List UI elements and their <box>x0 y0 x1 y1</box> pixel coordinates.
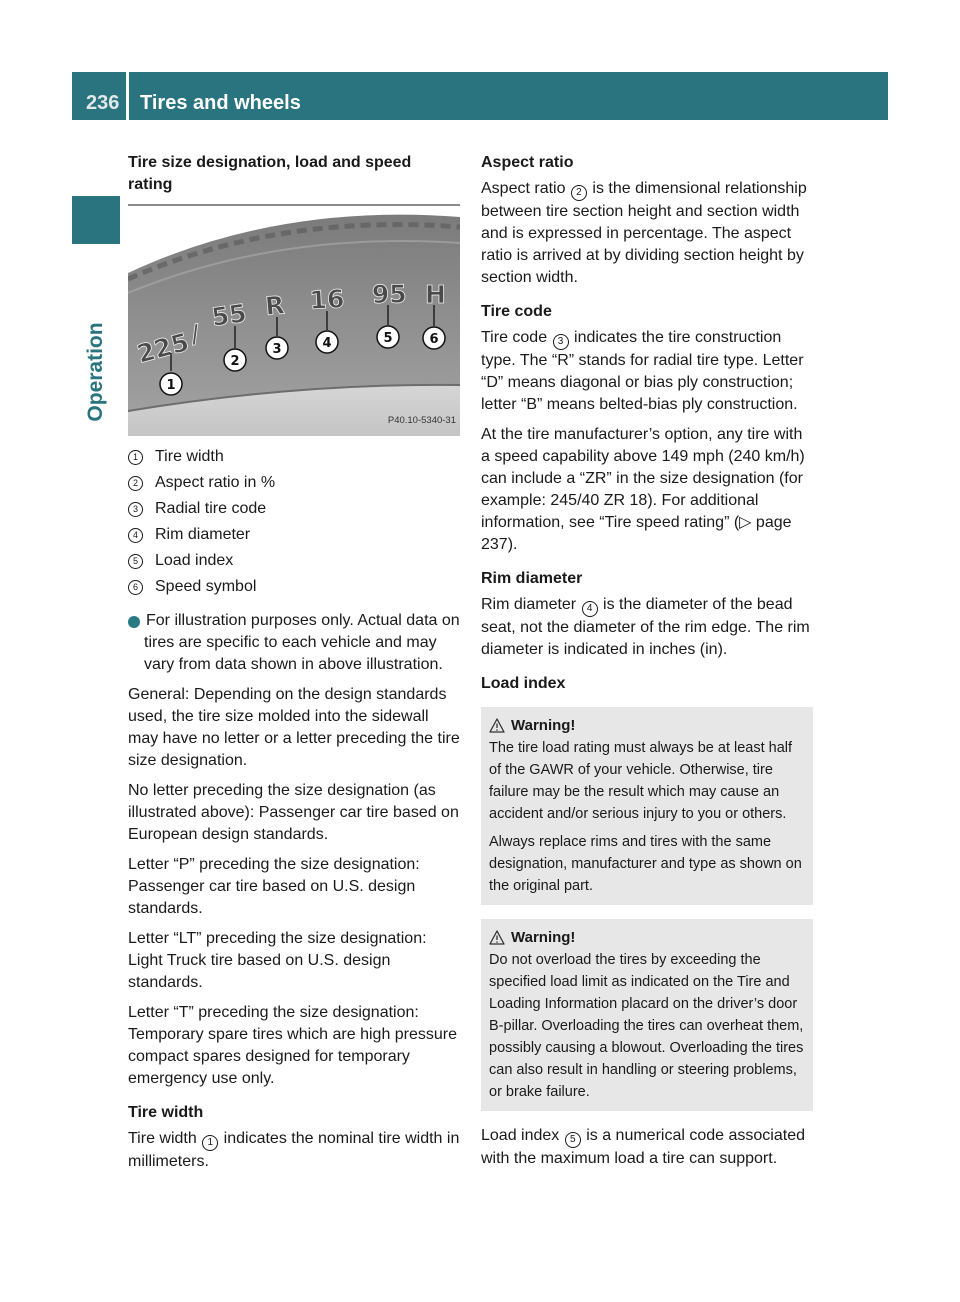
marking-type: R <box>263 290 286 321</box>
marking-ratio: 55 <box>209 298 249 332</box>
paragraph: General: Depending on the design standards used, the tire size molded into the sidewall may have no letter or a letter preceding the tire size designation. <box>128 686 460 769</box>
warning-title: Warning! <box>489 715 805 737</box>
svg-text:/: / <box>188 318 203 349</box>
svg-text:1: 1 <box>166 378 176 393</box>
figure-code: P40.10-5340-31 <box>387 415 456 426</box>
svg-text:3: 3 <box>272 342 282 357</box>
subheading-load-index: Load index <box>481 675 566 692</box>
warning-box <box>481 919 813 1111</box>
paragraph-tire-width: Tire width 1 indicates the nominal tire width in millimeters. <box>128 1130 460 1170</box>
side-tab-marker <box>72 196 120 244</box>
tire-sidewall-illustration <box>128 213 460 436</box>
right-column <box>481 152 813 1170</box>
page-number: 236 <box>86 92 120 114</box>
legend-item: 6 Speed symbol <box>128 574 460 600</box>
header-divider <box>126 72 129 120</box>
subheading-aspect-ratio: Aspect ratio <box>481 154 574 171</box>
marking-speed: H <box>425 280 446 309</box>
legend-item: 4 Rim diameter <box>128 522 460 548</box>
legend-item: 3 Radial tire code <box>128 496 460 522</box>
svg-text:5: 5 <box>383 331 393 346</box>
paragraph-aspect-ratio: Aspect ratio 2 is the dimensional relationship between tire section height and section width and is expressed in percentage. The aspect ratio is arrived at by dividing section height by section width. <box>481 180 807 286</box>
left-column <box>124 152 460 1173</box>
legend-item: 5 Load index <box>128 548 460 574</box>
subheading-tire-width: Tire width <box>128 1104 204 1121</box>
warning-text: Always replace rims and tires with the same designation, manufacturer and type as shown on the original part. <box>489 834 802 894</box>
paragraph-zr-note: At the tire manufacturer’s option, any tire with a speed capability above 149 mph (240 km/h) can include a “ZR” in the size designation (for example: 245/40 ZR 18). For additional information, see “Tire speed rating” (▷ page 237). <box>481 426 805 553</box>
heading-rule <box>128 204 460 206</box>
info-icon: i <box>128 616 140 628</box>
marking-size: 225 <box>134 327 192 369</box>
paragraph: No letter preceding the size designation (as illustrated above): Passenger car tire based on European design standards. <box>128 782 459 843</box>
callout-ref: 2 <box>571 185 587 201</box>
paragraph-rim-diameter: Rim diameter 4 is the diameter of the bead seat, not the diameter of the rim edge. The rim diameter is indicated in inches (in). <box>481 596 810 658</box>
paragraph-tire-code: Tire code 3 indicates the tire construction type. The “R” stands for radial tire type. Letter “D” means diagonal or bias ply construction; letter “B” means belted-bias ply construction. <box>481 329 804 413</box>
marking-load: 95 <box>371 279 407 309</box>
side-tab <box>72 252 120 492</box>
warning-icon <box>489 930 505 945</box>
warning-icon <box>489 718 505 733</box>
legend-list <box>128 444 460 600</box>
legend-item: 1 Tire width <box>128 444 460 470</box>
paragraph: Letter “T” preceding the size designation: Temporary spare tires which are high pressure compact spares designed for temporary emergency use only. <box>128 1004 458 1087</box>
svg-text:2: 2 <box>230 354 240 369</box>
callout-ref: 4 <box>582 601 598 617</box>
callout-ref: 5 <box>565 1132 581 1148</box>
callout-ref: 3 <box>553 334 569 350</box>
warning-title: Warning! <box>489 927 805 949</box>
svg-text:6: 6 <box>429 332 439 347</box>
subheading-rim-diameter: Rim diameter <box>481 570 583 587</box>
legend-item: 2 Aspect ratio in % <box>128 470 460 496</box>
section-heading: Tire size designation, load and speed rating <box>128 154 412 193</box>
warning-text: The tire load rating must always be at least half of the GAWR of your vehicle. Otherwise, tire failure may be the result which may cause an accident and/or serious injury to you or others. <box>489 740 793 822</box>
marking-rim: 16 <box>308 284 346 315</box>
side-tab-label: Operation <box>84 322 107 422</box>
paragraph-load-index: Load index 5 is a numerical code associated with the maximum load a tire can support. <box>481 1127 805 1167</box>
paragraph: Letter “LT” preceding the size designation: Light Truck tire based on U.S. design standards. <box>128 930 427 991</box>
callout-ref: 1 <box>202 1135 218 1151</box>
paragraph: Letter “P” preceding the size designation: Passenger car tire based on U.S. design standards. <box>128 856 420 917</box>
svg-text:4: 4 <box>322 336 332 351</box>
info-note: i For illustration purposes only. Actual data on tires are specific to each vehicle and may vary from data shown in above illustration. <box>124 612 460 673</box>
warning-text: Do not overload the tires by exceeding the specified load limit as indicated on the Tire and Loading Information placard on the driver’s door B-pillar. Overloading the tires can overheat them, possibly causing a blowout. Overloading the tires can also result in handling or steering problems, or brake failure. <box>489 952 804 1100</box>
subheading-tire-code: Tire code <box>481 303 552 320</box>
section-title: Tires and wheels <box>140 92 301 114</box>
warning-box <box>481 707 813 905</box>
